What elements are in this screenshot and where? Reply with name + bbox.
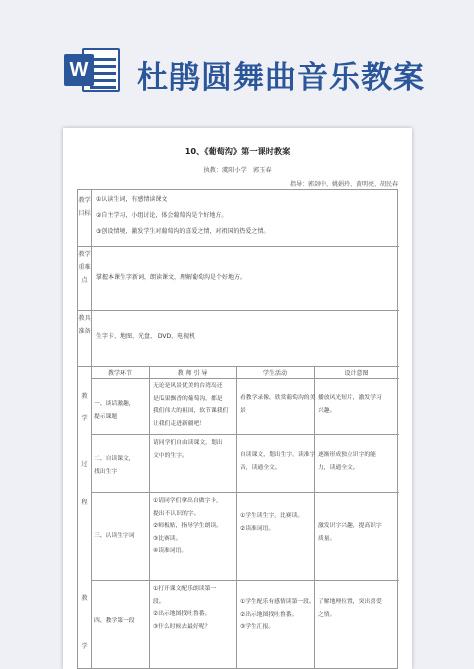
process-label-cheng: 程 (81, 499, 88, 506)
header-banner (0, 0, 474, 120)
lesson-title: 10、《葡萄沟》第一课时教案 (184, 146, 291, 156)
row-2-teacher: 请同学们自由读课文，划出 文中的生字。 (153, 440, 223, 459)
header-student: 学生活动 (262, 370, 287, 377)
lesson-plan-table (77, 189, 398, 669)
document-page (63, 128, 412, 669)
row-1-intent: 播放风光短片，激发学习 兴趣。 (318, 395, 382, 414)
materials-text: 生字卡、地图、光盘、 DVD、电视机 (96, 333, 196, 340)
row-4-teacher: ①打开课文配乐朗读第一 段。 ②出示地图找吐鲁番。 ③什么时候去最好呢？ (153, 586, 217, 630)
header-step: 教学环节 (107, 370, 132, 377)
row-3-teacher: ①请同学们拿出自做字卡， 提出不认识的字。 ②师板贴，指导学生朗读。 ③比赛读。 ④读准词语。 (153, 498, 222, 554)
process-label-xue-2: 学 (81, 643, 88, 650)
process-label-jiao: 教 (81, 393, 88, 400)
goals-label: 教学目标 (78, 197, 91, 217)
process-label-jiao-2: 教 (81, 595, 88, 602)
page-title: 杜鹃圆舞曲音乐教案 (137, 60, 425, 96)
row-4-student: ①学生配乐有感情读第一段。 ②出示地图找吐鲁番。 ③学生汇报。 (240, 599, 315, 630)
key-points-label: 教学重难点 (78, 251, 91, 284)
school-line: 执教：虞阳小学 郭玉春 (203, 167, 272, 174)
row-1-teacher: 无论是风景优美的台湾岛还 是瓜果飘香的葡萄沟，都是 我们伟大的祖国，软节课我们 让我们走进新疆吧！ (153, 383, 229, 427)
row-2-student: 自读课文，划出生字，读准字 音，读通全文。 (240, 452, 316, 471)
row-1-step: 一、谈话激趣， 提示课题 (94, 401, 135, 420)
row-3-step: 三、认读生字词 (94, 533, 135, 539)
row-3-student: ①学生读生字，比赛读。 ②读准词语。 (240, 513, 304, 532)
word-app-icon (64, 44, 122, 96)
row-1-student: 看教学录像，欣赏葡萄沟的美 景 (240, 395, 316, 414)
process-label-guo: 过 (81, 461, 88, 468)
goal-item-1: ①认读生词，有感情读课文 (96, 196, 168, 203)
row-3-intent: 激发识字兴趣，提高识字 质量。 (318, 523, 382, 542)
goal-item-2: ②自主学习，小组讨论，体会葡萄沟是个好地方。 (96, 212, 228, 219)
goal-item-3: ③创设情境，激发学生对葡萄沟的喜爱之情，对祖国的热爱之情。 (96, 228, 270, 235)
row-2-intent: 逐渐形成独立识字的能 力，读通全文。 (318, 452, 376, 471)
guide-line: 指导：郭剑中、姚娟玲、黄明亮、胡民春 (289, 181, 398, 188)
key-points-text: 掌握本课生字新词，朗读课文，理解葡萄沟是个好地方。 (96, 274, 247, 281)
row-4-step: 四、教学第一段 (94, 618, 135, 624)
header-teacher: 教 师 引 导 (177, 370, 208, 377)
word-icon-badge (64, 54, 94, 86)
header-intent: 设计意图 (344, 370, 369, 377)
row-2-step: 二、自读课文， 找出生字 (94, 456, 135, 475)
process-label-xue: 学 (81, 415, 88, 422)
row-4-intent: 了解地理位置，突出喜爱 之情。 (318, 599, 382, 618)
materials-label: 教具准备 (78, 315, 91, 335)
word-icon-letter: W (69, 59, 89, 81)
